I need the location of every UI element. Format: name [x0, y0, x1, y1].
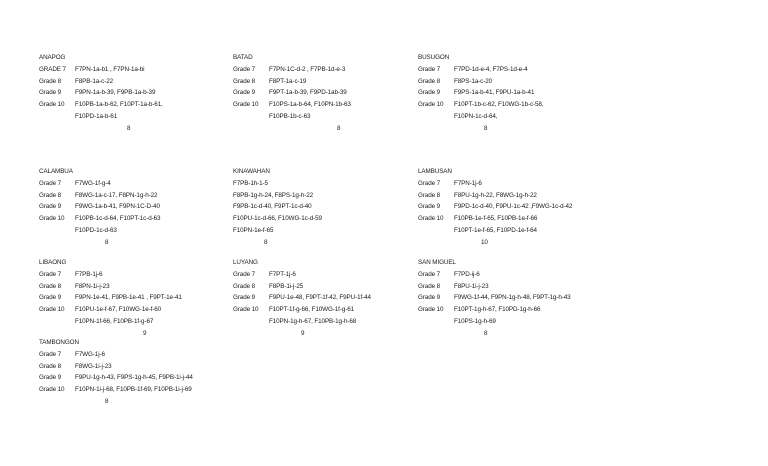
total-row [418, 328, 488, 340]
grade-row [39, 225, 117, 237]
competency-codes: F7WG-1f-g-4 [75, 179, 111, 187]
code-row [233, 225, 274, 237]
school-name: CALAMBUA [39, 168, 73, 175]
competency-codes: F8PB-1g-h-24, F8PS-1g-h-22 [233, 191, 313, 199]
grade-row [39, 349, 105, 361]
grade-row [39, 178, 111, 190]
grade-row [233, 292, 371, 304]
grade-row [233, 281, 304, 293]
school-name: ANAPOG [39, 54, 66, 61]
grade-label: Grade 8 [418, 282, 441, 290]
competency-total: 8 [105, 238, 109, 246]
total-row [233, 237, 270, 249]
grade-label: Grade 9 [39, 89, 62, 97]
grade-label: Grade 9 [39, 374, 62, 382]
grade-row [39, 361, 112, 373]
competency-codes: F10PN-1e-f-65 [233, 226, 274, 234]
grade-label: Grade 10 [39, 101, 65, 109]
competency-codes: F7PN-1a-b1 , F7PN-1a-bi [75, 65, 145, 73]
grade-label: Grade 7 [39, 179, 62, 187]
school-name: LIBAONG [39, 259, 67, 266]
competency-codes: F7PN-1j-6 [454, 179, 482, 187]
grade-label: GRADE 7 [39, 65, 66, 73]
school-name: BATAD [233, 54, 253, 61]
competency-codes: F10PT-1f-g-66, F10WG-1f-g-61 [269, 306, 355, 314]
competency-total: 8 [127, 124, 131, 132]
competency-codes: F7PT-1j-6 [269, 270, 296, 278]
competency-codes: F10PB-1a-b-62, F10PT-1a-b-61, [75, 101, 163, 109]
competency-codes: F7PB-1j-6 [75, 270, 103, 278]
grade-label: Grade 9 [418, 294, 441, 302]
total-row [233, 328, 305, 340]
grade-label: Grade 7 [418, 270, 441, 278]
grade-row [418, 225, 537, 237]
competency-codes: F10PN-1g-h-67, F10PB-1g-h-68 [269, 317, 357, 325]
grade-row [418, 87, 535, 99]
competency-total: 8 [337, 124, 341, 132]
grade-row [418, 281, 489, 293]
competency-codes: F10PD-1c-d-63 [75, 226, 117, 234]
competency-codes: F10PT-1e-f-65, F10PD-1e-f-64 [454, 226, 537, 234]
competency-codes: F10PU-1e-f-67, F10WG-1e-f-60 [75, 306, 162, 314]
competency-codes: F10PS-1g-h-69 [454, 317, 496, 325]
grade-row [39, 213, 161, 225]
competency-codes: F7PD-1d-e-4, F7PS-1d-e-4 [454, 65, 528, 73]
grade-row [233, 269, 296, 281]
competency-codes: F7PB-1h-1-5 [233, 179, 268, 187]
grade-row [233, 316, 357, 328]
grade-row [418, 99, 544, 111]
competency-codes: F9PU-1e-48, F9PT-1f-42, F9PU-1f-44 [269, 294, 371, 302]
competency-total: 9 [301, 329, 305, 337]
competency-total: 8 [105, 397, 109, 405]
school-block-libaong [39, 257, 182, 340]
total-row [39, 396, 109, 408]
grade-row [233, 64, 346, 76]
grade-row [39, 64, 145, 76]
grade-label: Grade 8 [39, 362, 62, 370]
grade-label: Grade 7 [233, 270, 256, 278]
grade-row [39, 304, 162, 316]
grade-label: Grade 10 [39, 306, 65, 314]
grade-label: Grade 10 [39, 386, 65, 394]
grade-row [418, 269, 480, 281]
competency-codes: F8PB-1a-c-22 [75, 77, 113, 85]
grade-label: Grade 10 [418, 101, 444, 109]
total-row [418, 237, 488, 249]
grade-label: Grade 8 [418, 77, 441, 85]
school-block-kinawahan [233, 166, 322, 249]
grade-label: Grade 8 [39, 77, 62, 85]
competency-codes: F9PN-1a-b-39, F9PB-1a-b-39 [75, 89, 156, 97]
grade-label: Grade 9 [418, 203, 441, 211]
school-block-san-miguel [418, 257, 571, 340]
grade-row [233, 76, 307, 88]
competency-codes: F8WG-1a-c-17, F8PN-1g-h-22 [75, 191, 158, 199]
grade-label: Grade 7 [233, 65, 256, 73]
competency-codes: F9PN-1e-41, F9PB-1e-41 , F9PT-1e-41 [75, 294, 182, 302]
competency-total: 8 [484, 329, 488, 337]
competency-codes: F10PD-1a-b-61 [75, 112, 118, 120]
competency-codes: F10PS-1a-b-64, F10PN-1b-63 [269, 101, 351, 109]
competency-codes: F9WG-1f-44, F9PN-1g-h-48, F9PT-1g-h-43 [454, 294, 571, 302]
grade-label: Grade 8 [233, 282, 256, 290]
code-row [233, 178, 270, 190]
competency-codes: F7WG-1j-6 [75, 350, 105, 358]
competency-codes: F9PB-1c-d-40, F9PT-1c-d-40 [233, 203, 312, 211]
competency-codes: F10PU-1c-d-66, F10WG-1c-d-59 [233, 215, 322, 223]
competency-total: 8 [484, 124, 488, 132]
competency-codes: F7PN-1C-d-2 , F7PB-1d-e-3 [269, 65, 346, 73]
grade-row [418, 213, 538, 225]
grade-row [418, 316, 496, 328]
competency-codes: F10PB-1b-c-63 [269, 112, 311, 120]
school-block-lambusan [418, 166, 573, 249]
competency-codes: F8PU-1i-j-23 [454, 282, 489, 290]
competency-codes: F7PD-ij-6 [454, 270, 480, 278]
grade-row [39, 372, 193, 384]
grade-row [233, 111, 311, 123]
grade-row [233, 99, 351, 111]
competency-codes: F9PU-1g-h-43, F9PS-1g-h-45, F9PB-1i-j-44 [75, 374, 193, 382]
grade-row [233, 87, 347, 99]
grade-label: Grade 7 [418, 65, 441, 73]
grade-label: Grade 7 [39, 270, 62, 278]
grade-row [39, 111, 118, 123]
school-block-luyang [233, 257, 371, 340]
competency-codes: F10PT-1g-h-67, F10PD-1g-h-66 [454, 306, 541, 314]
school-name: LAMBUSAN [418, 168, 452, 175]
grade-label: Grade 8 [39, 282, 62, 290]
competency-total: 9 [143, 329, 147, 337]
grade-label: Grade 10 [39, 215, 65, 223]
grade-label: Grade 8 [233, 77, 256, 85]
competency-codes: F10PN-1i-j-68, F10PB-1f-69, F10PB-1i-j-69 [75, 386, 192, 394]
grade-row [39, 281, 110, 293]
grade-row [418, 292, 571, 304]
grade-label: Grade 7 [39, 350, 62, 358]
competency-codes: F8PS-1a-c-20 [454, 77, 492, 85]
competency-codes: F8WG-1i-j-23 [75, 362, 112, 370]
code-row [233, 213, 322, 225]
grade-row [39, 269, 103, 281]
grade-row [418, 76, 492, 88]
grade-row [39, 384, 192, 396]
competency-codes: F9PT-1a-b-39, F9PD-1ab-39 [269, 89, 347, 97]
grade-label: Grade 7 [418, 179, 441, 187]
grade-label: Grade 8 [418, 191, 441, 199]
code-row [233, 190, 313, 202]
school-name: LUYANG [233, 259, 258, 266]
competency-codes: F8PB-1i-j-25 [269, 282, 304, 290]
competency-codes: F10PB-1c-d-64, F10PT-1c-d-63 [75, 215, 161, 223]
competency-codes: F9PS-1a-b-41, F9PU-1a-b-41 [454, 89, 535, 97]
grade-row [418, 304, 541, 316]
grade-row [418, 178, 482, 190]
school-name: KINAWAHAN [233, 168, 270, 175]
school-name: TAMBONGON [39, 339, 79, 346]
grade-row [418, 201, 573, 213]
grade-label: Grade 10 [418, 306, 444, 314]
competency-codes: F10PT-1b-c-62, F10WG-1b-c-58, [454, 101, 544, 109]
competency-total: 8 [264, 238, 268, 246]
total-row [418, 123, 488, 135]
school-block-tambongon [39, 337, 193, 408]
competency-codes: F10PB-1e-f-65, F10PB-1e-f-66 [454, 215, 538, 223]
grade-label: Grade 9 [233, 89, 256, 97]
grade-row [39, 316, 154, 328]
total-row [39, 237, 109, 249]
competency-codes: F9WG-1a-b-41, F9PN-1C-D-40 [75, 203, 160, 211]
grade-row [39, 201, 160, 213]
competency-codes: F9PD-1c-d-40, F9PU-1c-42 ,F9WG-1c-d-42 [454, 203, 573, 211]
competency-codes: F8PT-1a-c-19 [269, 77, 307, 85]
grade-label: Grade 10 [418, 215, 444, 223]
competency-codes: F8PU-1g-h-22, F8WG-1g-h-22 [454, 191, 537, 199]
grade-label: Grade 8 [39, 191, 62, 199]
grade-row [39, 87, 156, 99]
grade-label: Grade 10 [233, 306, 259, 314]
grade-row [418, 111, 498, 123]
total-row [39, 123, 131, 135]
school-name: BUSUGON [418, 54, 450, 61]
grade-row [39, 190, 158, 202]
grade-row [39, 292, 182, 304]
grade-label: Grade 9 [418, 89, 441, 97]
grade-row [418, 190, 537, 202]
competency-codes: F10PN-1f-66, F10PB-1f-g-67 [75, 317, 154, 325]
competency-total: 10 [481, 238, 488, 246]
grade-row [418, 64, 528, 76]
grade-row [39, 76, 113, 88]
grade-label: Grade 10 [233, 101, 259, 109]
school-block-batad [233, 52, 351, 135]
grade-label: Grade 9 [39, 294, 62, 302]
grade-row [233, 304, 355, 316]
grade-label: Grade 9 [39, 203, 62, 211]
school-name: SAN MIGUEL [418, 259, 456, 266]
grade-label: Grade 9 [233, 294, 256, 302]
competency-codes: F10PN-1c-d-64, [454, 112, 498, 120]
total-row [233, 123, 341, 135]
school-block-calambua [39, 166, 161, 249]
school-block-anapog [39, 52, 163, 135]
school-block-busugon [418, 52, 544, 135]
competency-codes: F8PN-1i-j-23 [75, 282, 110, 290]
grade-row [39, 99, 163, 111]
code-row [233, 201, 312, 213]
